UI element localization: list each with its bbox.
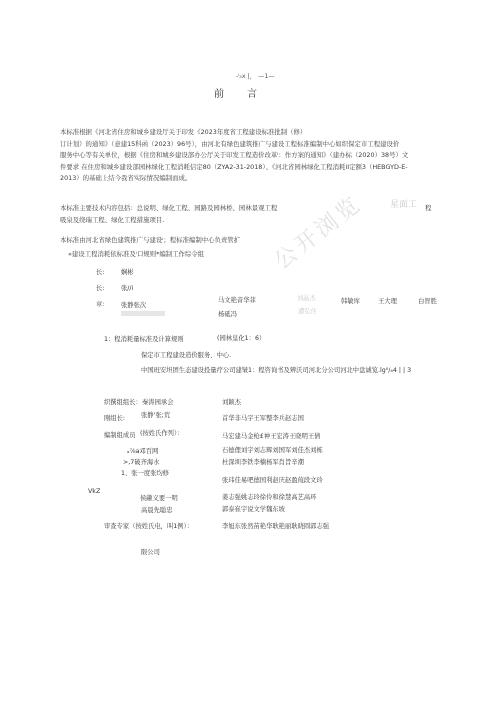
intro-line-3: 服务中心等有关单位，根据《住房和城乡建设部办公厅关于印发工程造价改革ⁱ：作方案的通知》（建办标（2020）38号）文 bbox=[60, 151, 409, 160]
intro-line-1: 本标准根据《河北省住房和城乡建设厅关于印发《2023年度省工程建设标准批制（修） bbox=[60, 128, 307, 136]
company-label: 限公司 bbox=[141, 549, 160, 556]
mgmt-line-2: «建设工程消耗依标准及ⁱ口规则*编制工作综令组 bbox=[68, 250, 205, 258]
members-right: 马宏建马金枪£神王宏涛王晓明王倩 bbox=[222, 433, 321, 440]
extra-right-1: 石德俚刘宇刘志辉刘国军刘佳杰刘栋 bbox=[222, 447, 323, 454]
standard-note: (园林皇化1：6） bbox=[217, 335, 266, 342]
hou-left: 侯颛义要一明 bbox=[140, 495, 178, 502]
name-group-b: 杨砥冯 bbox=[218, 311, 237, 318]
name-group-a: 马文艳音华菲 bbox=[218, 297, 256, 304]
extra-left-2: >,7破齐海水 bbox=[123, 459, 160, 466]
intro-line-2: 订计划）的通知》（意建15科函（2023）96号），由河北有绿色建筑推广与建设工程标准编制中心如织保定市工程建设价 bbox=[60, 139, 400, 148]
zhang-line: 张玮佳易吧德国利赵庆赵盈葭段文玲 bbox=[222, 477, 323, 484]
extra-left-3: 1、张一度张均修 bbox=[121, 470, 170, 477]
members-value: (按姓氏作列）： bbox=[140, 430, 184, 437]
extra-right-2: 杜深圳李铁李楠杨军肖旨辛潮 bbox=[222, 459, 304, 466]
unit-line-1: 保定市工程建设造价服务、中心. bbox=[141, 352, 232, 359]
scope-line-1-tail: 程 bbox=[425, 204, 432, 212]
vice-right: 首华非马宇王军整李兵赵志国 bbox=[222, 415, 304, 422]
name-group-f: 白智胜 bbox=[418, 298, 437, 305]
top-mark: -ⁱ₅x |， —1— bbox=[236, 73, 275, 80]
vice-value: 张静'张;荒 bbox=[141, 412, 171, 419]
scope-line-2: 吸泉及绕瑞工程、绿化工程措施项目. bbox=[60, 216, 165, 224]
intro-line-5: 2013）的基础上结今我省实际情况编制而成。 bbox=[60, 174, 192, 183]
vkz-mark: VkZ bbox=[88, 488, 101, 495]
role-label-2: 长: bbox=[96, 285, 105, 292]
scope-line-1: 本标准主要技术内容包括：总说明、绿化工程、园路及园林桥、园林景观工程 bbox=[60, 204, 278, 212]
members-label: 编制组成员 bbox=[104, 432, 136, 439]
vice-label: 刚组长: bbox=[104, 415, 126, 422]
extra-left-1: ₐ⅞a邓百网 bbox=[127, 448, 159, 455]
diagonal-watermark: 公开浏览 bbox=[270, 190, 368, 275]
standard-title: 1：程消耗量标准及计算规则 bbox=[104, 336, 184, 343]
review-value: 李旭东张然苗艳华耿艳丽耿晓圆郭志强 bbox=[222, 523, 330, 530]
mgmt-line-1: 本标准由河北省绿色建筑推广与建设ⁱ；程标准编制中心负责管扩 bbox=[60, 236, 241, 244]
role-value-3: 张静张次 bbox=[121, 302, 147, 309]
gao-left: 高晨先聪忠 bbox=[141, 507, 173, 514]
role-value-1: 娴彬 bbox=[121, 269, 134, 276]
smudge-line bbox=[121, 311, 165, 316]
page-title: 前 言 bbox=[214, 89, 258, 100]
role-value-2: 张//i bbox=[121, 285, 134, 292]
leader-value: 秦涛园承会 bbox=[142, 399, 174, 406]
name-group-d: 韩敏库 bbox=[341, 298, 360, 305]
intro-line-4: 件要求 在住房和城乡建设部园林绿化工程消耗信定80（ZYA2-31-2018）、《河北省园林绿化工程消耗iI定额3（HEBGYD-E- bbox=[60, 162, 408, 171]
gao-right: 郭泰崔宇说文学魏东坡 bbox=[222, 506, 285, 513]
name-group-c1: 刘晶杰 bbox=[297, 295, 316, 302]
role-label-1: 长: bbox=[96, 269, 105, 276]
leader-label: 织撰组组长： bbox=[104, 399, 142, 406]
name-group-c2: 遭弘住 bbox=[298, 308, 317, 315]
role-label-3: 章: bbox=[96, 301, 105, 308]
leader-right: 刘颖杰 bbox=[222, 399, 241, 406]
hou-right: 姜志强姚志玲徐伶和徐慧高艺高环 bbox=[222, 494, 317, 501]
watermark-stamp-text: 星面工 bbox=[390, 200, 418, 210]
review-label: 审查专家（按姓氏电，叫1例）： bbox=[104, 523, 194, 530]
name-group-e: 王大理 bbox=[378, 298, 397, 305]
unit-line-2: 中国班安坦团生态建设投量疗公司建皱1：程咨询书及辨沃司河北分公司河北中盘诚览.lg⁰/₄4 | | 3 bbox=[141, 367, 412, 374]
